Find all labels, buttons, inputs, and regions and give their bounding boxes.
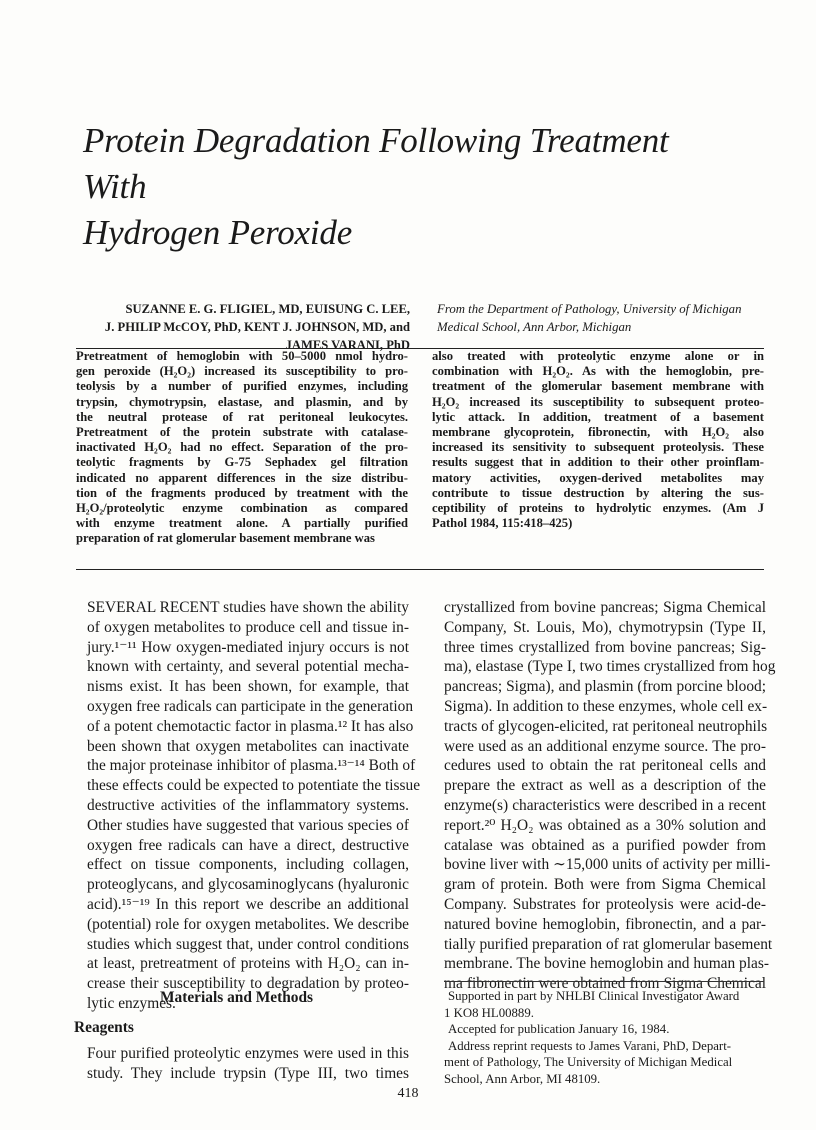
body-line: of oxygen metabolites to produce cell and tissue in-	[87, 618, 409, 636]
footnote-line: 1 KO8 HL00889.	[444, 1005, 534, 1020]
footnote-divider	[444, 981, 764, 982]
body-line: crease their susceptibility to degradation by proteo-	[87, 975, 409, 993]
body-line: study. They include trypsin (Type III, two times	[87, 1064, 409, 1082]
body-line: (potential) role for oxygen metabolites. We describe	[87, 915, 409, 933]
body-right-column	[444, 598, 776, 994]
body-left-column	[87, 598, 421, 1014]
body-line: catalase was obtained as a purified powder from	[444, 836, 766, 854]
body-line: Sigma). In addition to these enzymes, whole cell ex-	[444, 697, 768, 715]
abstract-line: membrane glycoprotein, fibronectin, with H₂O₂ also	[432, 425, 764, 440]
abstract-line: trypsin, chymotrypsin, elastase, and plasmin, and by	[76, 394, 408, 409]
body-line: Company, St. Louis, Mo), chymotrypsin (Type II,	[444, 618, 766, 636]
body-line: oxygen free radicals can participate in the generation	[87, 697, 414, 715]
abstract-right-column	[432, 349, 764, 531]
section-heading: Materials and Methods	[160, 989, 314, 1006]
body-line: prepare the extract as well as a description of the	[444, 777, 766, 795]
abstract-box	[76, 348, 764, 570]
body-line: jury.¹⁻¹¹ How oxygen-mediated injury occurs is not	[87, 638, 409, 656]
body-line: were used as an additional enzyme source. The pro-	[444, 737, 766, 755]
abstract-line: Pretreatment of hemoglobin with 50–5000 nmol hydro-	[76, 349, 408, 363]
abstract-line: gen peroxide (H₂O₂) increased its susceptibility to pro-	[76, 364, 408, 379]
abstract-line: H₂O₂/proteolytic enzyme combination as compared	[76, 501, 408, 516]
abstract-line: Pretreatment of the protein substrate with catalase-	[76, 425, 408, 440]
abstract-line: preparation of rat glomerular basement membrane was	[76, 531, 375, 546]
body-line: Other studies have suggested that various species of	[87, 816, 409, 834]
body-line: Company. Substrates for proteolysis were acid-de-	[444, 895, 766, 913]
footnote-line: Address reprint requests to James Varani, PhD, Depart-	[448, 1038, 732, 1053]
footnote-line: Supported in part by NHLBI Clinical Investigator Award	[448, 989, 740, 1003]
body-line: of a potent chemotactic factor in plasma.¹² It has also	[87, 717, 414, 735]
abstract-line: teolysis by a number of purified enzymes, including	[76, 379, 408, 394]
affiliation-line: From the Department of Pathology, University of Michigan	[437, 302, 742, 316]
abstract-line: teolytic fragments by G-75 Sephadex gel filtration	[76, 455, 408, 470]
body-line: nisms exist. It has been shown, for example, that	[87, 678, 409, 696]
body-line: three times crystallized from bovine pancreas; Sig-	[444, 638, 766, 656]
body-line: these effects could be expected to potentiate the tissue	[87, 777, 421, 795]
affiliation	[437, 300, 757, 336]
abstract-line: matory activities, oxygen-derived metabolites may	[432, 470, 764, 485]
body-line: enzyme(s) characteristics were described in a recent	[444, 796, 766, 814]
body-line: SEVERAL RECENT studies have shown the ability	[87, 599, 409, 616]
body-line: report.²⁰ H₂O₂ was obtained as a 30% solution and	[444, 816, 766, 834]
abstract-line: the neutral protease of rat peritoneal leukocytes.	[76, 409, 408, 424]
body-line: been shown that oxygen metabolites can inactivate	[87, 737, 409, 755]
body-line: ma), elastase (Type I, two times crystallized from hog	[444, 658, 776, 676]
abstract-line: combination with H₂O₂. As with the hemoglobin, pre-	[432, 364, 764, 379]
subsection-heading: Reagents	[74, 1019, 134, 1036]
author-list	[70, 300, 410, 354]
abstract-line: Pathol 1984, 115:418–425)	[432, 516, 573, 531]
abstract-line: tion of the fragments produced by treatment with the	[76, 485, 408, 500]
author-line: SUZANNE E. G. FLIGIEL, MD, EUISUNG C. LEE,	[125, 302, 410, 316]
body-line: ma fibronectin were obtained from Sigma Chemical	[444, 975, 766, 993]
abstract-left-column	[76, 349, 408, 547]
title-line-1: Protein Degradation Following Treatment With	[83, 121, 669, 206]
body-line: tracts of glycogen-elicited, rat peritoneal neutrophils	[444, 717, 768, 735]
abstract-line: results suggest that in addition to their other proinflam-	[432, 455, 764, 470]
body-line: crystallized from bovine pancreas; Sigma Chemical	[444, 599, 766, 616]
body-line: Four purified proteolytic enzymes were used in this	[87, 1045, 409, 1062]
abstract-line: indicated no apparent differences in the size distribu-	[76, 470, 408, 485]
footnote-line: School, Ann Arbor, MI 48109.	[444, 1071, 601, 1086]
abstract-line: contribute to tissue destruction by altering the sus-	[432, 485, 764, 500]
body-line: proteoglycans, and glycosaminoglycans (hyaluronic	[87, 876, 409, 894]
body-line: at least, pretreatment of proteins with H₂O₂ can in-	[87, 955, 409, 973]
footnotes	[444, 988, 768, 1087]
author-line: J. PHILIP McCOY, PhD, KENT J. JOHNSON, MD, and	[104, 320, 410, 334]
author-line: JAMES VARANI, PhD	[285, 338, 410, 352]
body-line: gram of protein. Both were from Sigma Chemical	[444, 876, 766, 894]
abstract-line: also treated with proteolytic enzyme alone or in	[432, 349, 764, 363]
body-line: bovine liver with ∼15,000 units of activity per milli-	[444, 856, 771, 874]
footnote-line: Accepted for publication January 16, 1984.	[448, 1022, 670, 1036]
body-line: cedures used to obtain the rat peritoneal cells and	[444, 757, 766, 775]
abstract-line: inactivated H₂O₂ had no effect. Separation of the pro-	[76, 440, 408, 455]
body-line: known with certainty, and several potential mecha-	[87, 658, 409, 676]
body-left-column-continued	[87, 1044, 409, 1084]
abstract-line: ceptibility of proteins to hydrolytic enzymes. (Am J	[432, 501, 764, 516]
body-line: oxygen free radicals can have a direct, destructive	[87, 836, 409, 854]
article-title	[83, 118, 733, 256]
affiliation-line: Medical School, Ann Arbor, Michigan	[437, 320, 632, 334]
footnote-line: ment of Pathology, The University of Michigan Medical	[444, 1055, 733, 1069]
abstract-line: treatment of the glomerular basement membrane with	[432, 379, 764, 394]
abstract-line: increased its sensitivity to subsequent proteolysis. These	[432, 440, 764, 455]
body-line: natured bovine hemoglobin, fibronectin, and a par-	[444, 915, 766, 933]
body-line: destructive activities of the inflammatory systems.	[87, 796, 409, 814]
abstract-line: H₂O₂ increased its susceptibility to subsequent proteo-	[432, 394, 764, 409]
abstract-line: with enzyme treatment alone. A partially purified	[76, 516, 408, 531]
body-line: tially purified preparation of rat glomerular basement	[444, 935, 773, 953]
body-line: acid).¹⁵⁻¹⁹ In this report we describe an additional	[87, 895, 409, 913]
abstract-line: lytic attack. In addition, treatment of a basement	[432, 409, 764, 424]
body-line: pancreas; Sigma), and plasmin (from porcine blood;	[444, 678, 766, 696]
body-line: membrane. The bovine hemoglobin and human plas-	[444, 955, 769, 973]
body-line: the major proteinase inhibitor of plasma.¹³⁻¹⁴ Both of	[87, 757, 416, 775]
body-line: effect on tissue components, including collagen,	[87, 856, 409, 874]
page-number: 418	[397, 1086, 419, 1101]
body-line: studies which suggest that, under control conditions	[87, 935, 409, 953]
title-line-2: Hydrogen Peroxide	[83, 213, 353, 252]
body-line: lytic enzymes.	[87, 994, 176, 1012]
